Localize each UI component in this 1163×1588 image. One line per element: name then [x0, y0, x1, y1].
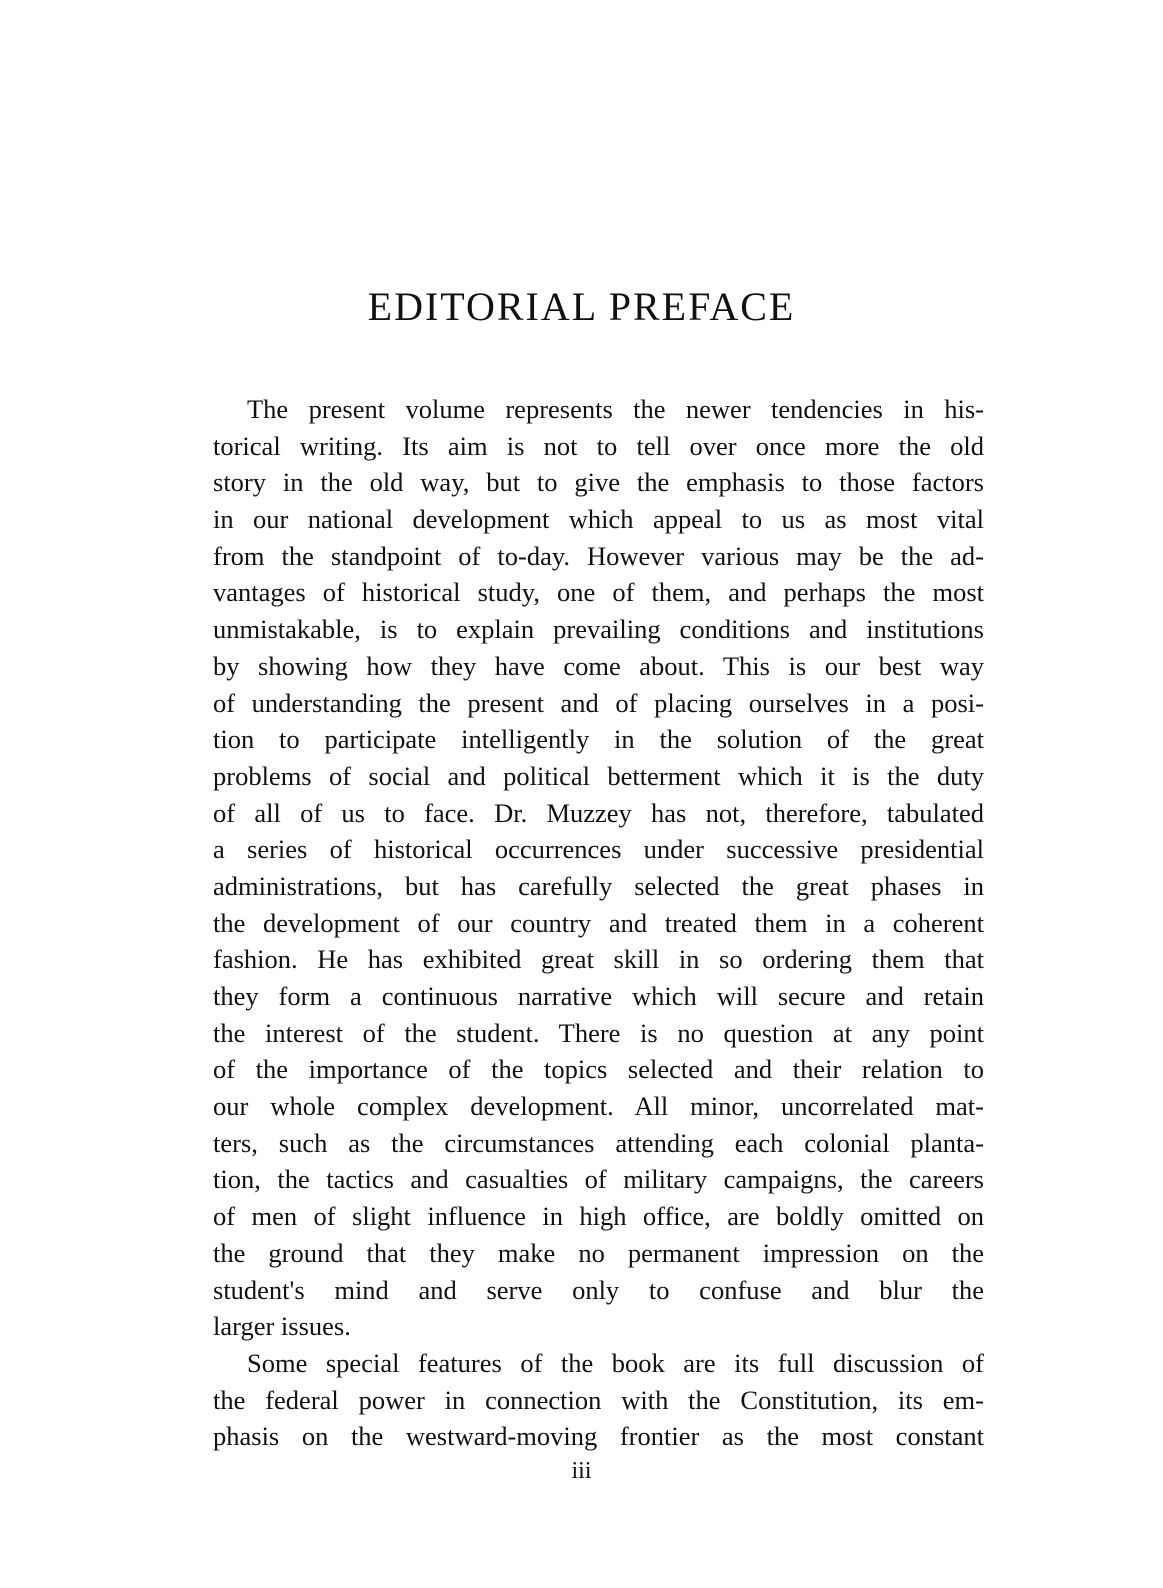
text-line: problems of social and political betterment which it is the duty: [213, 760, 984, 791]
preface-body: [213, 391, 984, 1455]
text-line: our whole complex development. All minor, uncorrelated mat-: [213, 1091, 984, 1122]
paragraph-1: [213, 391, 984, 1345]
text-line: of all of us to face. Dr. Muzzey has not, therefore, tabulated: [213, 797, 984, 828]
text-line: tion, the tactics and casualties of military campaigns, the careers: [213, 1164, 984, 1195]
text-line: they form a continuous narrative which will secure and retain: [213, 981, 984, 1011]
text-line: of understanding the present and of placing ourselves in a posi-: [213, 687, 984, 718]
text-line: The present volume represents the newer tendencies in his-: [247, 394, 984, 424]
text-line: Some special features of the book are its full discussion of: [247, 1347, 984, 1378]
text-line: phasis on the westward-moving frontier as the most constant: [213, 1421, 984, 1452]
text-line: the federal power in connection with the Constitution, its em-: [213, 1384, 984, 1415]
text-line: tion to participate intelligently in the solution of the great: [213, 724, 984, 755]
text-line: the ground that they make no permanent impression on the: [213, 1237, 984, 1268]
text-line: unmistakable, is to explain prevailing conditions and institutions: [213, 614, 984, 645]
page-number: iii: [571, 1458, 592, 1484]
text-line: larger issues.: [213, 1311, 351, 1342]
text-line: the development of our country and treated them in a coherent: [213, 907, 984, 938]
text-line: a series of historical occurrences under successive presidential: [213, 834, 984, 865]
text-line: of men of slight influence in high office, are boldly omitted on: [213, 1201, 984, 1232]
page-title: EDITORIAL PREFACE: [367, 284, 796, 329]
text-line: torical writing. Its aim is not to tell over once more the old: [213, 430, 984, 461]
text-line: the interest of the student. There is no question at any point: [213, 1017, 984, 1048]
text-line: from the standpoint of to-day. However various may be the ad-: [213, 540, 984, 571]
text-line: in our national development which appeal to us as most vital: [213, 504, 984, 535]
text-line: vantages of historical study, one of them, and perhaps the most: [213, 577, 984, 608]
text-line: story in the old way, but to give the emphasis to those factors: [213, 467, 984, 498]
text-line: student's mind and serve only to confuse and blur the: [213, 1274, 984, 1305]
paragraph-2: [213, 1345, 984, 1455]
text-line: ters, such as the circumstances attending each colonial planta-: [213, 1127, 984, 1158]
text-line: administrations, but has carefully selected the great phases in: [213, 870, 984, 901]
text-line: of the importance of the topics selected and their relation to: [213, 1054, 984, 1085]
text-line: fashion. He has exhibited great skill in so ordering them that: [213, 944, 984, 975]
text-line: by showing how they have come about. This is our best way: [213, 650, 984, 681]
